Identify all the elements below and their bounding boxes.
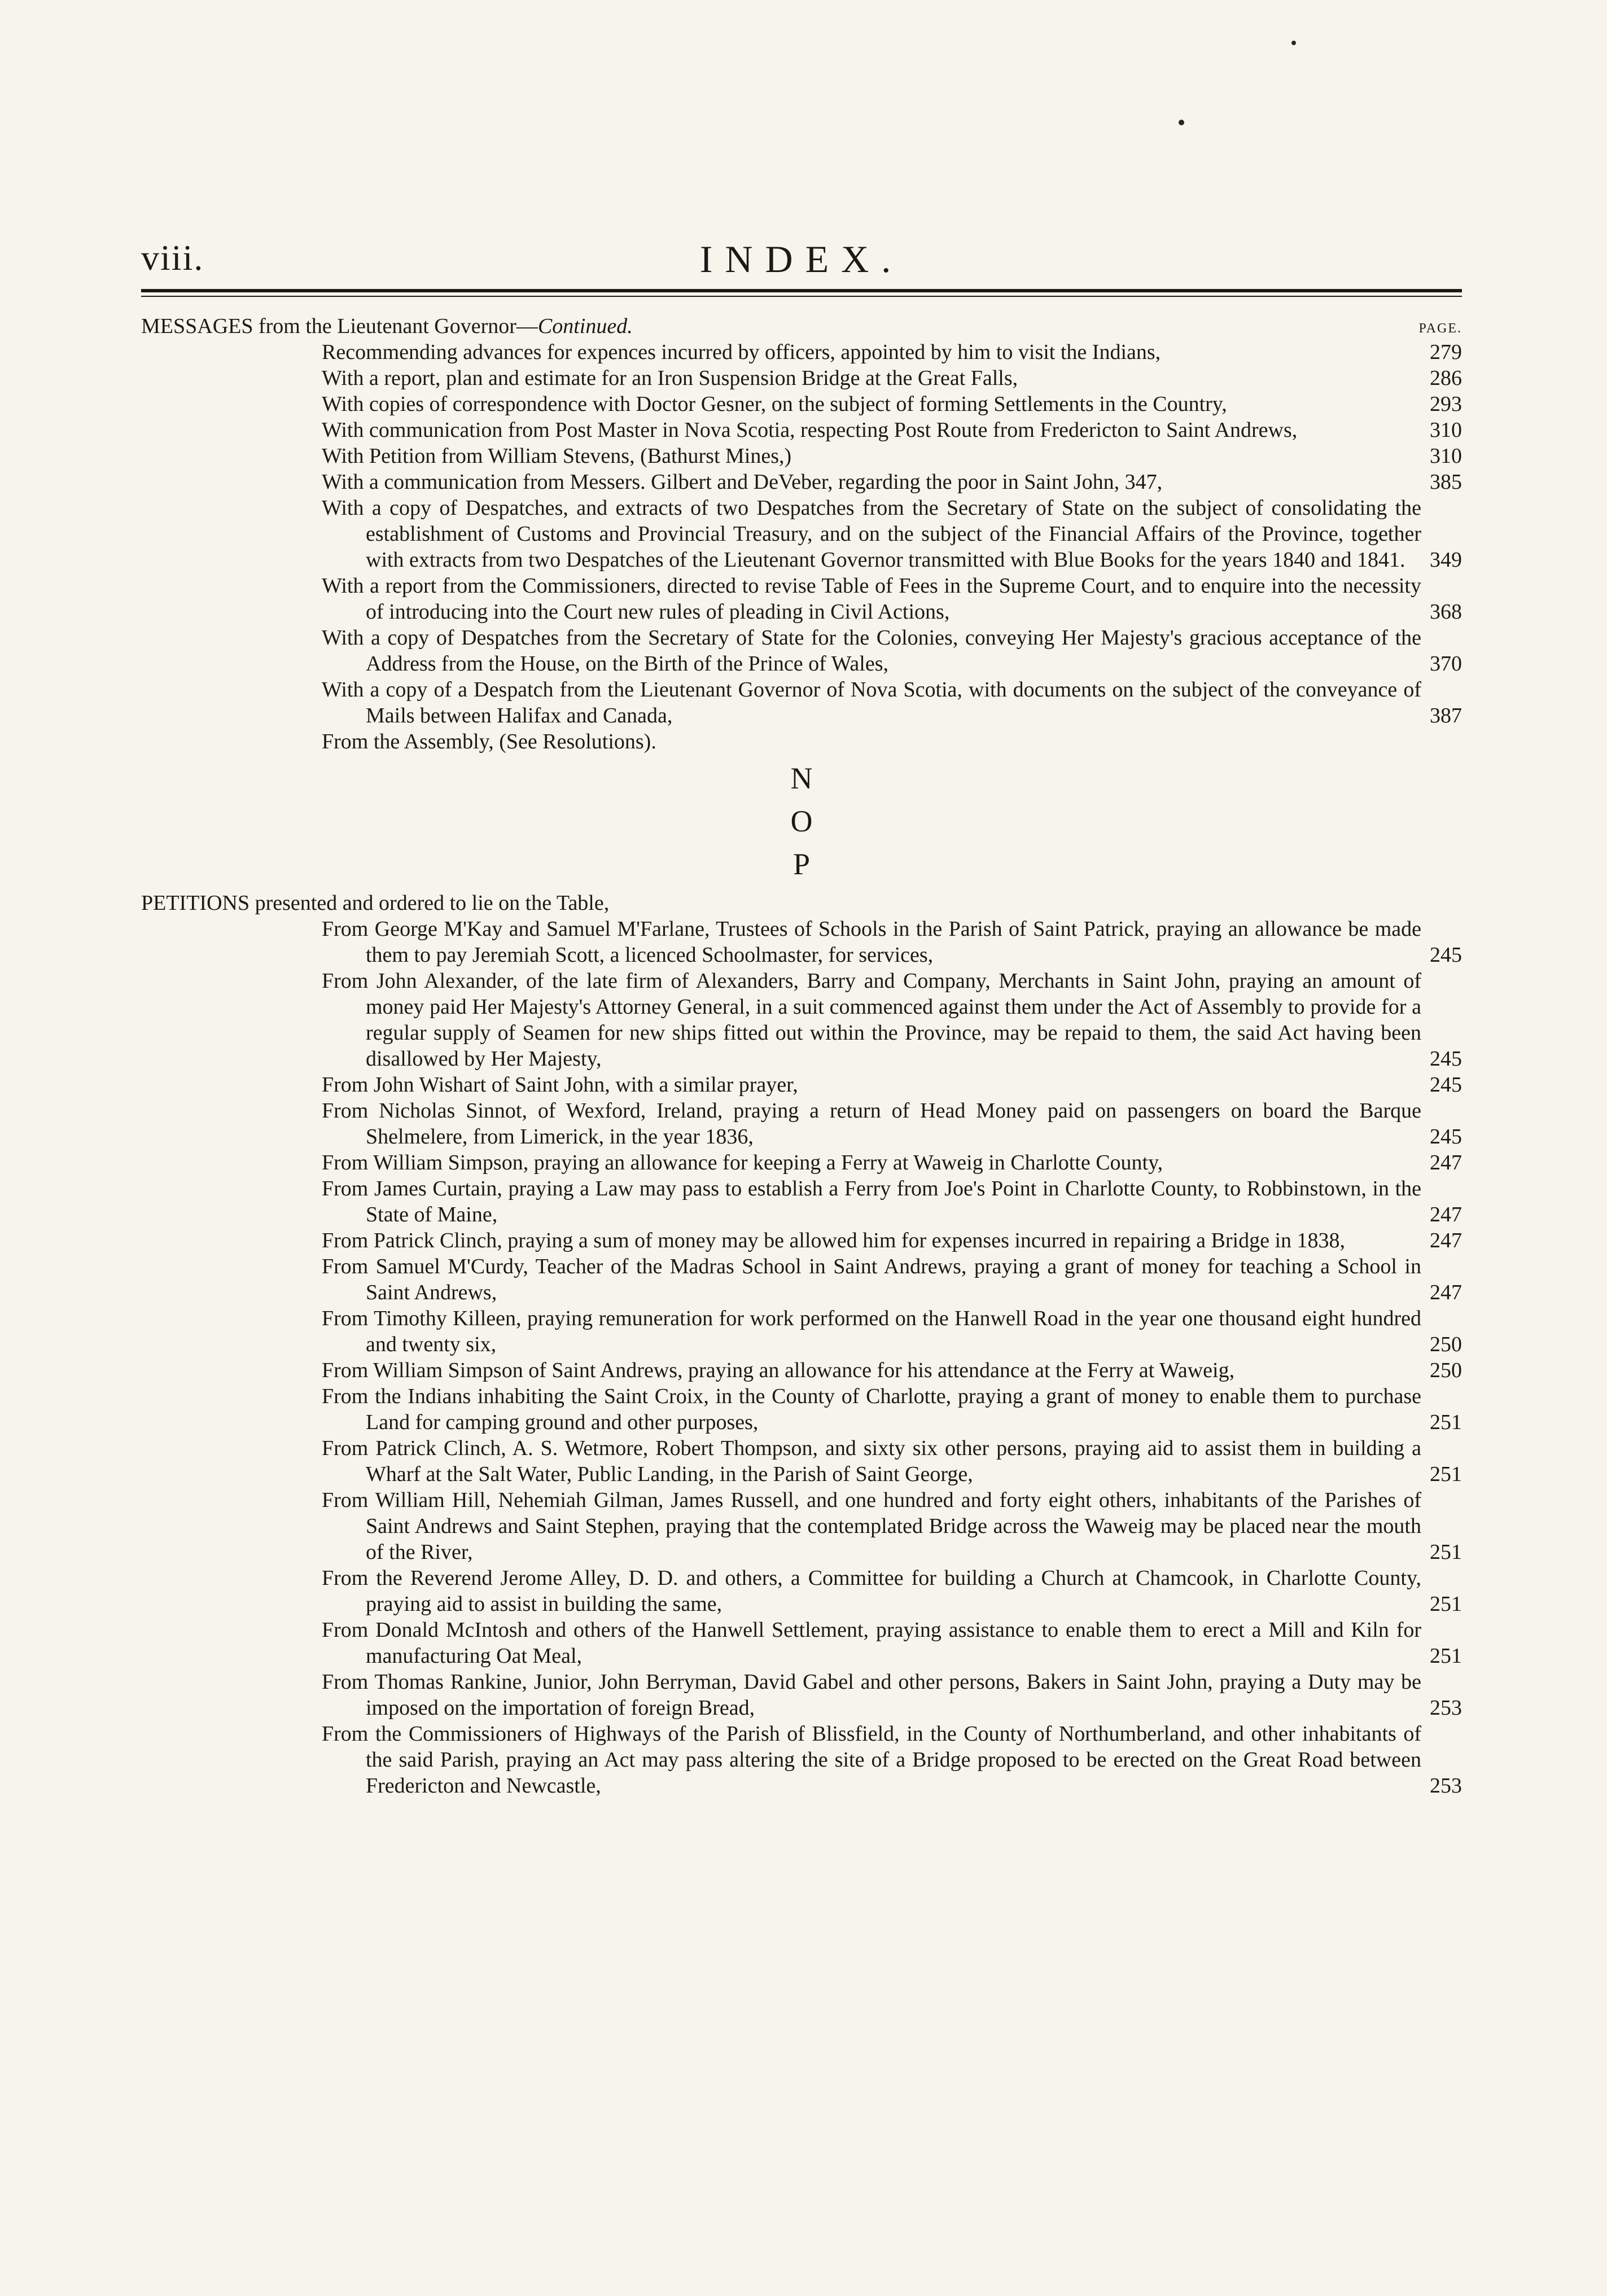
entry-page-number: 310: [1430, 418, 1462, 442]
entry-page-number: 251: [1430, 1644, 1462, 1668]
entry-text: With communication from Post Master in Nova Scotia, respecting Post Route from Fredericton to Saint Andrews,: [322, 418, 1298, 442]
index-entry: [322, 365, 1462, 391]
entry-text: With a copy of Despatches from the Secretary of State for the Colonies, conveying Her Majesty's gracious acceptance of the Address from the House, on the Birth of the Prince of Wales,: [322, 626, 1421, 676]
index-content: [141, 313, 1462, 1799]
index-entry: [322, 339, 1462, 365]
index-entry: [322, 417, 1462, 443]
entry-page-number: 279: [1430, 340, 1462, 364]
index-entry: [322, 469, 1462, 495]
entry-page-number: 310: [1430, 444, 1462, 468]
index-entry: [322, 1617, 1462, 1669]
entry-page-number: 251: [1430, 1592, 1462, 1616]
entry-text: With a copy of Despatches, and extracts of two Despatches from the Secretary of State on the subject of consolidating the establishment of Customs and Provincial Treasury, and on the subject of the Financial Affairs of the Province, together with extracts from two Despatches of the Lieutenant Governor transmitted with Blue Books for the years 1840 and 1841.: [322, 496, 1421, 572]
index-entry: [322, 573, 1462, 625]
index-entry: [322, 1565, 1462, 1617]
header-rule-thick: [141, 289, 1462, 292]
entry-page-number: 247: [1430, 1203, 1462, 1226]
entry-text: With copies of correspondence with Doctor Gesner, on the subject of forming Settlements in the Country,: [322, 392, 1227, 416]
entry-page-number: 245: [1430, 943, 1462, 967]
entry-page-number: 247: [1430, 1281, 1462, 1304]
index-entry: [322, 495, 1462, 573]
entry-text: From William Simpson of Saint Andrews, praying an allowance for his attendance at the Ferry at Waweig,: [322, 1359, 1235, 1382]
index-entry: [322, 1228, 1462, 1254]
section-letter: N: [790, 761, 813, 795]
entry-text: From the Reverend Jerome Alley, D. D. and others, a Committee for building a Church at Chamcook, in Charlotte County, praying aid to assist in building the same,: [322, 1566, 1421, 1616]
entry-text: From Patrick Clinch, praying a sum of money may be allowed him for expenses incurred in repairing a Bridge in 1838,: [322, 1229, 1346, 1252]
messages-heading-text: MESSAGES from the Lieutenant Governor—: [141, 314, 538, 338]
index-entry: [322, 1254, 1462, 1305]
index-entry: [322, 1098, 1462, 1150]
header-rule-thin: [141, 296, 1462, 297]
entry-page-number: 247: [1430, 1229, 1462, 1252]
section-letter: P: [792, 847, 811, 881]
messages-list: [141, 339, 1462, 755]
entry-page-number: 349: [1430, 548, 1462, 572]
entry-page-number: 245: [1430, 1047, 1462, 1071]
entry-text: From Samuel M'Curdy, Teacher of the Madras School in Saint Andrews, praying a grant of money for teaching a School in Saint Andrews,: [322, 1255, 1421, 1304]
index-entry: [322, 1721, 1462, 1799]
entry-page-number: 251: [1430, 1410, 1462, 1434]
entry-page-number: 368: [1430, 600, 1462, 624]
entry-page-number: 385: [1430, 470, 1462, 494]
messages-heading-continued: Continued.: [537, 314, 633, 338]
entry-text: Recommending advances for expences incurred by officers, appointed by him to visit the Indians,: [322, 340, 1161, 364]
entry-page-number: 247: [1430, 1151, 1462, 1175]
entry-text: From William Simpson, praying an allowance for keeping a Ferry at Waweig in Charlotte County,: [322, 1151, 1163, 1175]
entry-text: With Petition from William Stevens, (Bathurst Mines,): [322, 444, 792, 468]
entry-text: From the Indians inhabiting the Saint Croix, in the County of Charlotte, praying a grant of money to enable them to purchase Land for camping ground and other purposes,: [322, 1384, 1421, 1434]
page-column-label: PAGE.: [1418, 321, 1462, 336]
entry-text: With a report from the Commissioners, directed to revise Table of Fees in the Supreme Court, and to enquire into the necessity of introducing into the Court new rules of pleading in Civil Actions,: [322, 574, 1421, 624]
index-entry: [322, 1357, 1462, 1383]
entry-page-number: 370: [1430, 652, 1462, 676]
entry-page-number: 293: [1430, 392, 1462, 416]
entry-text: With a report, plan and estimate for an Iron Suspension Bridge at the Great Falls,: [322, 366, 1018, 390]
index-entry: [322, 1383, 1462, 1435]
entry-text: With a copy of a Despatch from the Lieutenant Governor of Nova Scotia, with documents on the subject of the conveyance of Mails between Halifax and Canada,: [322, 678, 1421, 728]
entry-page-number: 387: [1430, 704, 1462, 728]
petitions-heading: [141, 890, 1462, 916]
index-entry: [322, 968, 1462, 1072]
entry-text: From John Wishart of Saint John, with a similar prayer,: [322, 1073, 798, 1097]
petitions-list: [141, 916, 1462, 1799]
entry-text: From the Commissioners of Highways of the Parish of Blissfield, in the County of Northumberland, and other inhabitants of the said Parish, praying an Act may pass altering the site of a Bridge proposed to be erected on the Great Road between Fredericton and Newcastle,: [322, 1722, 1421, 1798]
entry-page-number: 251: [1430, 1540, 1462, 1564]
index-entry: [322, 677, 1462, 729]
alphabet-letters: [141, 757, 1462, 886]
section-letter: O: [790, 804, 813, 838]
page-title: INDEX.: [699, 238, 904, 281]
entry-text: From Nicholas Sinnot, of Wexford, Ireland, praying a return of Head Money paid on passengers on board the Barque Shelmelere, from Limerick, in the year 1836,: [322, 1099, 1421, 1149]
index-entry: [322, 916, 1462, 968]
entry-page-number: 253: [1430, 1774, 1462, 1798]
entry-text: From William Hill, Nehemiah Gilman, James Russell, and one hundred and forty eight others, inhabitants of the Parishes of Saint Andrews and Saint Stephen, praying that the contemplated Bridge across the Waweig may be placed near the mouth of the River,: [322, 1488, 1421, 1564]
index-entry: [322, 729, 1462, 755]
entry-text: From Patrick Clinch, A. S. Wetmore, Robert Thompson, and sixty six other persons, praying aid to assist them in building a Wharf at the Salt Water, Public Landing, in the Parish of Saint George,: [322, 1436, 1421, 1486]
entry-page-number: 253: [1430, 1696, 1462, 1720]
index-entry: [322, 1487, 1462, 1565]
index-entry: [322, 1072, 1462, 1098]
entry-text: With a communication from Messers. Gilbert and DeVeber, regarding the poor in Saint John, 347,: [322, 470, 1163, 494]
entry-text: From John Alexander, of the late firm of Alexanders, Barry and Company, Merchants in Saint John, praying an amount of money paid Her Majesty's Attorney General, in a suit commenced against them under the Act of Assembly to provide for a regular supply of Seamen for new ships fitted out within the Province, may be repaid to them, the said Act having been disallowed by Her Majesty,: [322, 969, 1421, 1071]
entry-text: From Thomas Rankine, Junior, John Berryman, David Gabel and other persons, Bakers in Saint John, praying a Duty may be imposed on the importation of foreign Bread,: [322, 1670, 1421, 1720]
messages-heading: [141, 313, 1462, 339]
index-entry: [322, 1176, 1462, 1228]
entry-page-number: 286: [1430, 366, 1462, 390]
entry-page-number: 251: [1430, 1462, 1462, 1486]
entry-text: From James Curtain, praying a Law may pass to establish a Ferry from Joe's Point in Charlotte County, to Robbinstown, in the State of Maine,: [322, 1177, 1421, 1226]
ink-speck: [1291, 41, 1296, 45]
index-entry: [322, 1435, 1462, 1487]
index-entry: [322, 625, 1462, 677]
entry-page-number: 245: [1430, 1125, 1462, 1149]
index-entry: [322, 443, 1462, 469]
entry-text: From Timothy Killeen, praying remuneration for work performed on the Hanwell Road in the year one thousand eight hundred and twenty six,: [322, 1307, 1421, 1356]
index-entry: [322, 1305, 1462, 1357]
petitions-heading-text: PETITIONS presented and ordered to lie on the Table,: [141, 891, 610, 915]
entry-page-number: 250: [1430, 1333, 1462, 1356]
ink-speck: [1179, 120, 1184, 125]
entry-page-number: 250: [1430, 1359, 1462, 1382]
index-entry: [322, 391, 1462, 417]
index-entry: [322, 1150, 1462, 1176]
index-entry: [322, 1669, 1462, 1721]
page-header: [141, 237, 1462, 288]
entry-text: From George M'Kay and Samuel M'Farlane, Trustees of Schools in the Parish of Saint Patrick, praying an allowance be made them to pay Jeremiah Scott, a licenced Schoolmaster, for services,: [322, 917, 1421, 967]
entry-page-number: 245: [1430, 1073, 1462, 1097]
entry-text: From Donald McIntosh and others of the Hanwell Settlement, praying assistance to enable them to erect a Mill and Kiln for manufacturing Oat Meal,: [322, 1618, 1421, 1668]
entry-text: From the Assembly, (See Resolutions).: [322, 730, 656, 753]
page-number: viii.: [141, 238, 204, 278]
